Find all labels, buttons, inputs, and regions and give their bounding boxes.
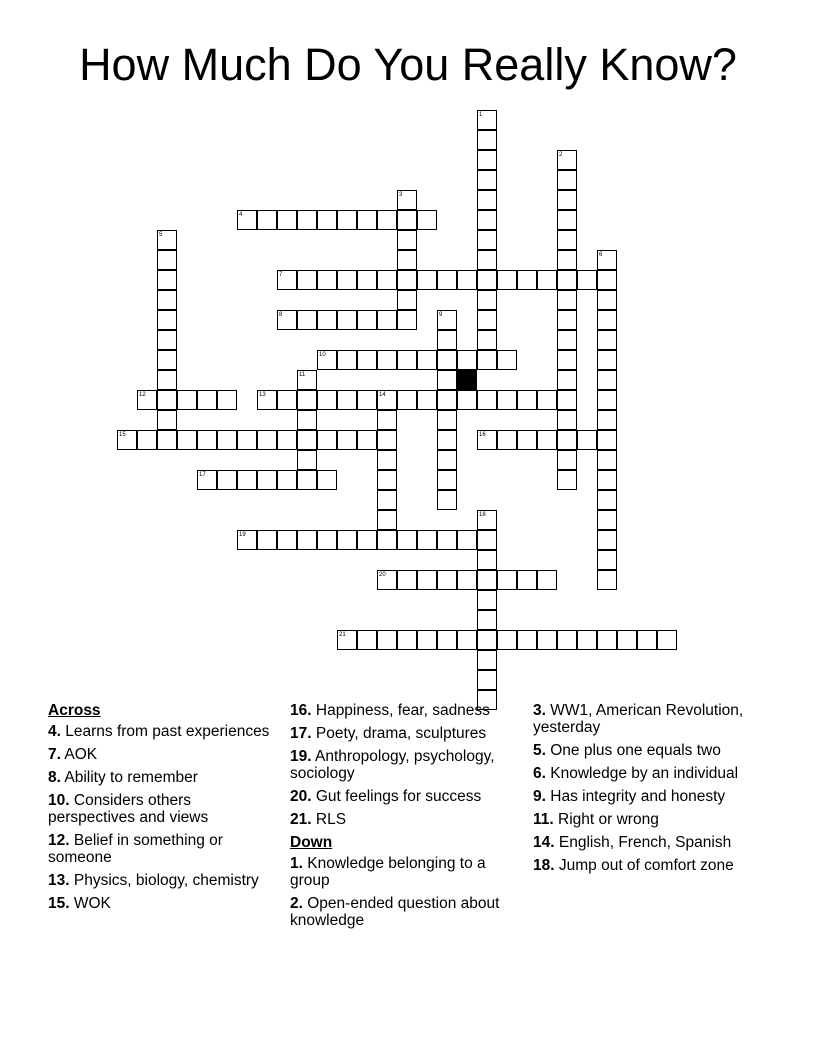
clue-text: Anthropology, psychology, sociology [290, 748, 495, 782]
grid-cell[interactable] [317, 270, 337, 290]
grid-cell[interactable] [497, 630, 517, 650]
grid-cell[interactable] [597, 570, 617, 590]
grid-cell[interactable] [397, 310, 417, 330]
grid-cell[interactable] [557, 370, 577, 390]
grid-cell[interactable] [357, 530, 377, 550]
grid-cell[interactable] [497, 390, 517, 410]
grid-cell[interactable] [337, 430, 357, 450]
grid-cell[interactable] [157, 410, 177, 430]
clue-number-label: 2 [559, 152, 563, 158]
grid-cell[interactable] [197, 390, 217, 410]
clue-text: WOK [73, 895, 111, 912]
grid-cell[interactable] [357, 270, 377, 290]
grid-cell[interactable] [477, 350, 497, 370]
grid-cell[interactable] [457, 630, 477, 650]
clue-number-label: 1 [479, 112, 483, 118]
clue-number: 15. [48, 895, 70, 912]
grid-cell[interactable] [397, 230, 417, 250]
clue-item [533, 811, 765, 828]
grid-cell[interactable] [637, 630, 657, 650]
grid-cell[interactable] [557, 410, 577, 430]
grid-cell[interactable] [277, 470, 297, 490]
clue-number-label: 3 [399, 192, 403, 198]
grid-cell[interactable] [297, 470, 317, 490]
grid-cell[interactable] [517, 390, 537, 410]
grid-cell[interactable] [357, 390, 377, 410]
grid-cell[interactable] [557, 630, 577, 650]
grid-cell[interactable] [297, 210, 317, 230]
clue-text: Belief in something or someone [48, 832, 223, 866]
clue-text: RLS [315, 811, 347, 828]
grid-cell[interactable] [557, 390, 577, 410]
grid-cell[interactable] [477, 670, 497, 690]
grid-cell[interactable] [397, 630, 417, 650]
clue-number-label: 14 [379, 392, 386, 398]
clue-item [533, 742, 765, 759]
grid-cell[interactable] [377, 410, 397, 430]
grid-cell[interactable] [597, 270, 617, 290]
grid-cell[interactable] [377, 630, 397, 650]
grid-cell[interactable] [297, 450, 317, 470]
grid-cell[interactable] [257, 530, 277, 550]
grid-cell[interactable] [157, 390, 177, 410]
black-cell [457, 370, 477, 390]
grid-cell[interactable] [337, 350, 357, 370]
grid-cell[interactable] [557, 190, 577, 210]
grid-cell[interactable] [557, 430, 577, 450]
clue-text: Open-ended question about knowledge [290, 895, 500, 929]
grid-cell[interactable] [477, 210, 497, 230]
clue-number: 20. [290, 788, 312, 805]
grid-cell[interactable] [477, 610, 497, 630]
grid-cell[interactable] [417, 210, 437, 230]
grid-cell[interactable] [397, 530, 417, 550]
clue-number: 3. [533, 702, 546, 719]
clue-item [290, 788, 522, 805]
grid-cell[interactable] [557, 330, 577, 350]
clue-number: 13. [48, 872, 70, 889]
clue-number: 2. [290, 895, 303, 912]
clue-number: 5. [533, 742, 546, 759]
grid-cell[interactable] [297, 430, 317, 450]
clue-text: Knowledge by an individual [550, 765, 739, 782]
grid-cell[interactable] [557, 170, 577, 190]
grid-cell[interactable] [317, 210, 337, 230]
grid-cell[interactable] [417, 530, 437, 550]
grid-cell[interactable] [377, 530, 397, 550]
clue-number: 4. [48, 723, 61, 740]
grid-cell[interactable] [417, 350, 437, 370]
grid-cell[interactable] [597, 430, 617, 450]
clue-item [48, 792, 280, 826]
clue-item [48, 746, 280, 763]
grid-cell[interactable] [277, 210, 297, 230]
grid-cell[interactable] [397, 290, 417, 310]
grid-cell[interactable] [497, 570, 517, 590]
grid-cell[interactable] [417, 570, 437, 590]
clue-number: 11. [533, 811, 554, 828]
grid-cell[interactable] [457, 570, 477, 590]
grid-cell[interactable] [557, 270, 577, 290]
grid-cell[interactable] [477, 190, 497, 210]
clue-item [48, 895, 280, 912]
clue-number: 14. [533, 834, 555, 851]
clue-number-label: 6 [599, 252, 603, 258]
clue-item [290, 748, 522, 782]
grid-cell[interactable] [337, 310, 357, 330]
grid-cell[interactable] [477, 570, 497, 590]
grid-cell[interactable] [337, 530, 357, 550]
grid-cell[interactable] [577, 630, 597, 650]
grid-cell[interactable] [217, 470, 237, 490]
grid-cell[interactable] [417, 630, 437, 650]
grid-cell[interactable] [317, 430, 337, 450]
grid-cell[interactable] [477, 250, 497, 270]
clue-item [48, 832, 280, 866]
grid-cell[interactable] [457, 530, 477, 550]
clue-number-label: 11 [299, 372, 306, 378]
grid-cell[interactable] [317, 530, 337, 550]
grid-cell[interactable] [437, 490, 457, 510]
clue-number-label: 10 [319, 352, 326, 358]
grid-cell[interactable] [157, 330, 177, 350]
grid-cell[interactable] [257, 470, 277, 490]
grid-cell[interactable] [517, 430, 537, 450]
grid-cell[interactable] [537, 270, 557, 290]
clue-number-label: 7 [279, 272, 283, 278]
grid-cell[interactable] [477, 650, 497, 670]
grid-cell[interactable] [157, 310, 177, 330]
grid-cell[interactable] [557, 450, 577, 470]
clue-text: Happiness, fear, sadness [315, 702, 490, 719]
grid-cell[interactable] [517, 570, 537, 590]
grid-cell[interactable] [377, 470, 397, 490]
clue-item [533, 788, 765, 805]
grid-cell[interactable] [597, 290, 617, 310]
clue-section-heading: Across [48, 702, 101, 719]
grid-cell[interactable] [157, 350, 177, 370]
grid-cell[interactable] [337, 210, 357, 230]
clue-number-label: 4 [239, 212, 243, 218]
grid-cell[interactable] [597, 330, 617, 350]
clue-number-label: 18 [479, 512, 486, 518]
grid-cell[interactable] [257, 430, 277, 450]
grid-cell[interactable] [557, 310, 577, 330]
clue-item [290, 702, 522, 719]
grid-cell[interactable] [477, 270, 497, 290]
clue-number: 19. [290, 748, 312, 765]
grid-cell[interactable] [537, 570, 557, 590]
clue-number: 16. [290, 702, 312, 719]
clue-number-label: 16 [479, 432, 486, 438]
grid-cell[interactable] [157, 270, 177, 290]
clue-item [533, 834, 765, 851]
grid-cell[interactable] [277, 390, 297, 410]
grid-cell[interactable] [337, 390, 357, 410]
grid-cell[interactable] [557, 290, 577, 310]
clues-column-1 [48, 702, 280, 918]
grid-cell[interactable] [177, 430, 197, 450]
grid-cell[interactable] [377, 310, 397, 330]
grid-cell[interactable] [477, 590, 497, 610]
grid-cell[interactable] [537, 630, 557, 650]
clue-item [290, 725, 522, 742]
grid-cell[interactable] [137, 430, 157, 450]
grid-cell[interactable] [397, 210, 417, 230]
clue-section-heading: Down [290, 834, 333, 851]
grid-cell[interactable] [577, 430, 597, 450]
grid-cell[interactable] [457, 350, 477, 370]
grid-cell[interactable] [537, 430, 557, 450]
grid-cell[interactable] [597, 630, 617, 650]
grid-cell[interactable] [397, 570, 417, 590]
clue-number: 18. [533, 857, 555, 874]
grid-cell[interactable] [477, 530, 497, 550]
grid-cell[interactable] [277, 430, 297, 450]
clue-text: Ability to remember [64, 769, 198, 786]
clue-number-label: 13 [259, 392, 266, 398]
grid-cell[interactable] [597, 550, 617, 570]
clue-item [290, 895, 522, 929]
grid-cell[interactable] [297, 390, 317, 410]
grid-cell[interactable] [477, 630, 497, 650]
clue-number-label: 12 [139, 392, 146, 398]
clue-number-label: 5 [159, 232, 163, 238]
clue-item [533, 702, 765, 736]
grid-cell[interactable] [477, 330, 497, 350]
clue-number-label: 20 [379, 572, 386, 578]
clue-number: 1. [290, 855, 303, 872]
grid-cell[interactable] [597, 490, 617, 510]
grid-cell[interactable] [597, 370, 617, 390]
grid-cell[interactable] [237, 470, 257, 490]
grid-cell[interactable] [157, 370, 177, 390]
grid-cell[interactable] [397, 270, 417, 290]
clue-number-label: 8 [279, 312, 283, 318]
grid-cell[interactable] [477, 130, 497, 150]
grid-cell[interactable] [337, 270, 357, 290]
grid-cell[interactable] [437, 350, 457, 370]
grid-cell[interactable] [437, 630, 457, 650]
grid-cell[interactable] [157, 430, 177, 450]
grid-cell[interactable] [597, 530, 617, 550]
grid-cell[interactable] [177, 390, 197, 410]
clue-number-label: 15 [119, 432, 126, 438]
clue-item [290, 855, 522, 889]
grid-cell[interactable] [517, 270, 537, 290]
clue-number-label: 9 [439, 312, 443, 318]
grid-cell[interactable] [557, 470, 577, 490]
grid-cell[interactable] [597, 410, 617, 430]
grid-cell[interactable] [497, 270, 517, 290]
grid-cell[interactable] [617, 630, 637, 650]
grid-cell[interactable] [437, 410, 457, 430]
grid-cell[interactable] [437, 270, 457, 290]
grid-cell[interactable] [397, 350, 417, 370]
grid-cell[interactable] [317, 390, 337, 410]
grid-cell[interactable] [437, 390, 457, 410]
grid-cell[interactable] [577, 270, 597, 290]
grid-cell[interactable] [437, 530, 457, 550]
clue-text: WW1, American Revolution, yesterday [533, 702, 744, 736]
grid-cell[interactable] [357, 630, 377, 650]
clue-text: AOK [64, 746, 98, 763]
grid-cell[interactable] [477, 290, 497, 310]
clue-number: 10. [48, 792, 70, 809]
grid-cell[interactable] [217, 390, 237, 410]
clue-number: 21. [290, 811, 312, 828]
grid-cell[interactable] [497, 430, 517, 450]
grid-cell[interactable] [377, 210, 397, 230]
grid-cell[interactable] [417, 270, 437, 290]
grid-cell[interactable] [437, 470, 457, 490]
clue-text: Gut feelings for success [315, 788, 482, 805]
grid-cell[interactable] [277, 530, 297, 550]
grid-cell[interactable] [437, 330, 457, 350]
clue-item [290, 811, 522, 828]
grid-cell[interactable] [497, 350, 517, 370]
grid-cell[interactable] [437, 570, 457, 590]
grid-cell[interactable] [477, 310, 497, 330]
grid-cell[interactable] [537, 390, 557, 410]
grid-cell[interactable] [357, 350, 377, 370]
grid-cell[interactable] [517, 630, 537, 650]
clue-text: Physics, biology, chemistry [73, 872, 259, 889]
grid-cell[interactable] [477, 390, 497, 410]
grid-cell[interactable] [477, 230, 497, 250]
grid-cell[interactable] [377, 450, 397, 470]
grid-cell[interactable] [437, 430, 457, 450]
grid-cell[interactable] [357, 310, 377, 330]
clue-text: Poety, drama, sculptures [315, 725, 487, 742]
grid-cell[interactable] [357, 430, 377, 450]
grid-cell[interactable] [217, 430, 237, 450]
clue-item [48, 769, 280, 786]
grid-cell[interactable] [437, 450, 457, 470]
clue-item [533, 857, 765, 874]
grid-cell[interactable] [597, 350, 617, 370]
grid-cell[interactable] [657, 630, 677, 650]
grid-cell[interactable] [357, 210, 377, 230]
grid-cell[interactable] [377, 510, 397, 530]
grid-cell[interactable] [557, 250, 577, 270]
grid-cell[interactable] [557, 350, 577, 370]
grid-cell[interactable] [257, 210, 277, 230]
grid-cell[interactable] [597, 390, 617, 410]
clue-item [533, 765, 765, 782]
grid-cell[interactable] [597, 470, 617, 490]
grid-cell[interactable] [377, 430, 397, 450]
clue-number-label: 17 [199, 472, 206, 478]
grid-cell[interactable] [297, 310, 317, 330]
grid-cell[interactable] [457, 390, 477, 410]
grid-cell[interactable] [197, 430, 217, 450]
grid-cell[interactable] [417, 390, 437, 410]
page-title: How Much Do You Really Know? [79, 39, 737, 90]
clues-column-3 [533, 702, 765, 880]
grid-cell[interactable] [477, 150, 497, 170]
grid-cell[interactable] [157, 250, 177, 270]
grid-cell[interactable] [297, 270, 317, 290]
clue-item [48, 872, 280, 889]
grid-cell[interactable] [477, 550, 497, 570]
clue-number: 12. [48, 832, 70, 849]
clue-number-label: 21 [339, 632, 346, 638]
grid-cell[interactable] [597, 310, 617, 330]
grid-cell[interactable] [297, 530, 317, 550]
clue-text: Jump out of comfort zone [558, 857, 734, 874]
grid-cell[interactable] [317, 310, 337, 330]
grid-cell[interactable] [317, 470, 337, 490]
grid-cell[interactable] [557, 230, 577, 250]
clue-number: 8. [48, 769, 61, 786]
grid-cell[interactable] [597, 510, 617, 530]
grid-cell[interactable] [397, 250, 417, 270]
grid-cell[interactable] [457, 270, 477, 290]
grid-cell[interactable] [597, 450, 617, 470]
grid-cell[interactable] [437, 370, 457, 390]
clue-number: 17. [290, 725, 312, 742]
clue-text: Has integrity and honesty [550, 788, 726, 805]
grid-cell[interactable] [397, 390, 417, 410]
clue-text: Right or wrong [558, 811, 659, 828]
grid-cell[interactable] [157, 290, 177, 310]
clue-text: One plus one equals two [550, 742, 721, 759]
grid-cell[interactable] [297, 410, 317, 430]
grid-cell[interactable] [377, 350, 397, 370]
clue-text: Considers others perspectives and views [48, 792, 209, 826]
clue-number: 6. [533, 765, 546, 782]
grid-cell[interactable] [237, 430, 257, 450]
clue-text: Learns from past experiences [65, 723, 270, 740]
grid-cell[interactable] [377, 270, 397, 290]
clue-number: 9. [533, 788, 546, 805]
clues-column-2 [290, 702, 522, 935]
grid-cell[interactable] [477, 170, 497, 190]
grid-cell[interactable] [377, 490, 397, 510]
clue-item [48, 723, 280, 740]
clue-text: English, French, Spanish [558, 834, 732, 851]
clue-number: 7. [48, 746, 61, 763]
clue-number-label: 19 [239, 532, 246, 538]
grid-cell[interactable] [557, 210, 577, 230]
clue-text: Knowledge belonging to a group [290, 855, 486, 889]
